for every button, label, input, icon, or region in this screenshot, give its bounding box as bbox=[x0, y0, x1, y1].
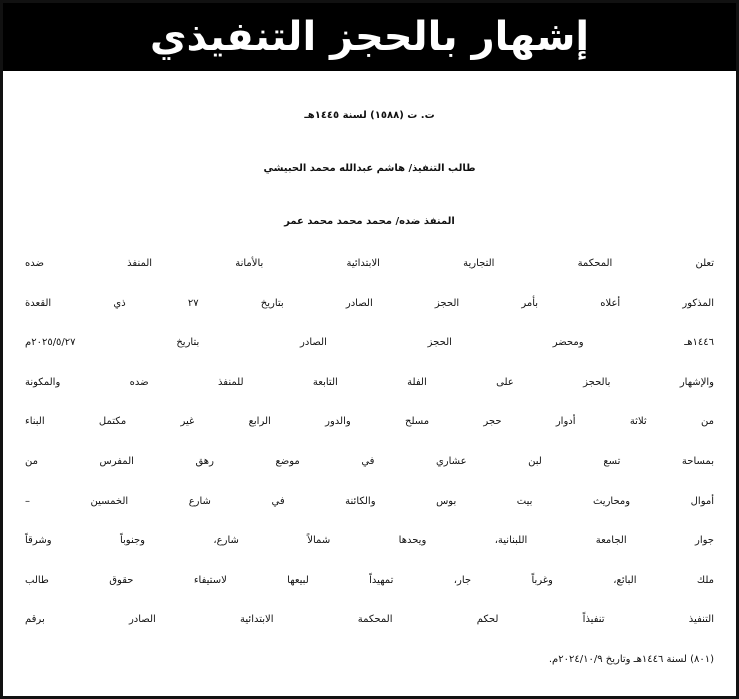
body-line: أموال ومحاريث بيت بوس والكائنة في شارع الخمسين – bbox=[25, 495, 714, 507]
case-heading bbox=[3, 89, 736, 248]
case-number: ت. ت (١٥٨٨) لسنة ١٤٤٥هـ bbox=[304, 110, 435, 121]
body-line: والإشهار بالحجز على الفلة التابعة للمنفذ ضده والمكونة bbox=[25, 376, 714, 388]
body-line: جوار الجامعة اللبنانية، ويحدها شمالاً شارع، وجنوباً وشرقاً bbox=[25, 535, 714, 547]
notice-body bbox=[25, 244, 714, 680]
body-line: بمساحة تسع لبن عشاري في موضع رهق المفرس من bbox=[25, 455, 714, 467]
execution-requester: طالب التنفيذ/ هاشم عبدالله محمد الحبيشي bbox=[263, 163, 476, 174]
executed-against: المنفذ ضده/ محمد محمد محمد عمر bbox=[284, 216, 455, 227]
body-line: المذكور أعلاه بأمر الحجز الصادر بتاريخ ٢٧ ذي القعدة bbox=[25, 297, 714, 309]
body-line: ملك البائع، وغرباً جار، تمهيداً لبيعها لاستيفاء حقوق طالب bbox=[25, 574, 714, 586]
body-line: ١٤٤٦هـ ومحضر الحجز الصادر بتاريخ ٢٠٢٥/٥/٢٧م bbox=[25, 337, 714, 349]
body-line: من ثلاثة أدوار حجر مسلح والدور الرابع غير مكتمل البناء bbox=[25, 416, 714, 428]
notice-title: إشهار بالحجز التنفيذي bbox=[149, 14, 590, 60]
body-line: التنفيذ تنفيذاً لحكم المحكمة الابتدائية الصادر برقم bbox=[25, 614, 714, 626]
body-line: تعلن المحكمة التجارية الابتدائية بالأمانة المنفذ ضده bbox=[25, 258, 714, 269]
body-line: (٨٠١) لسنة ١٤٤٦هـ وتاريخ ٢٠٢٤/١٠/٩م. bbox=[548, 653, 714, 665]
notice-header-bar bbox=[3, 3, 736, 71]
